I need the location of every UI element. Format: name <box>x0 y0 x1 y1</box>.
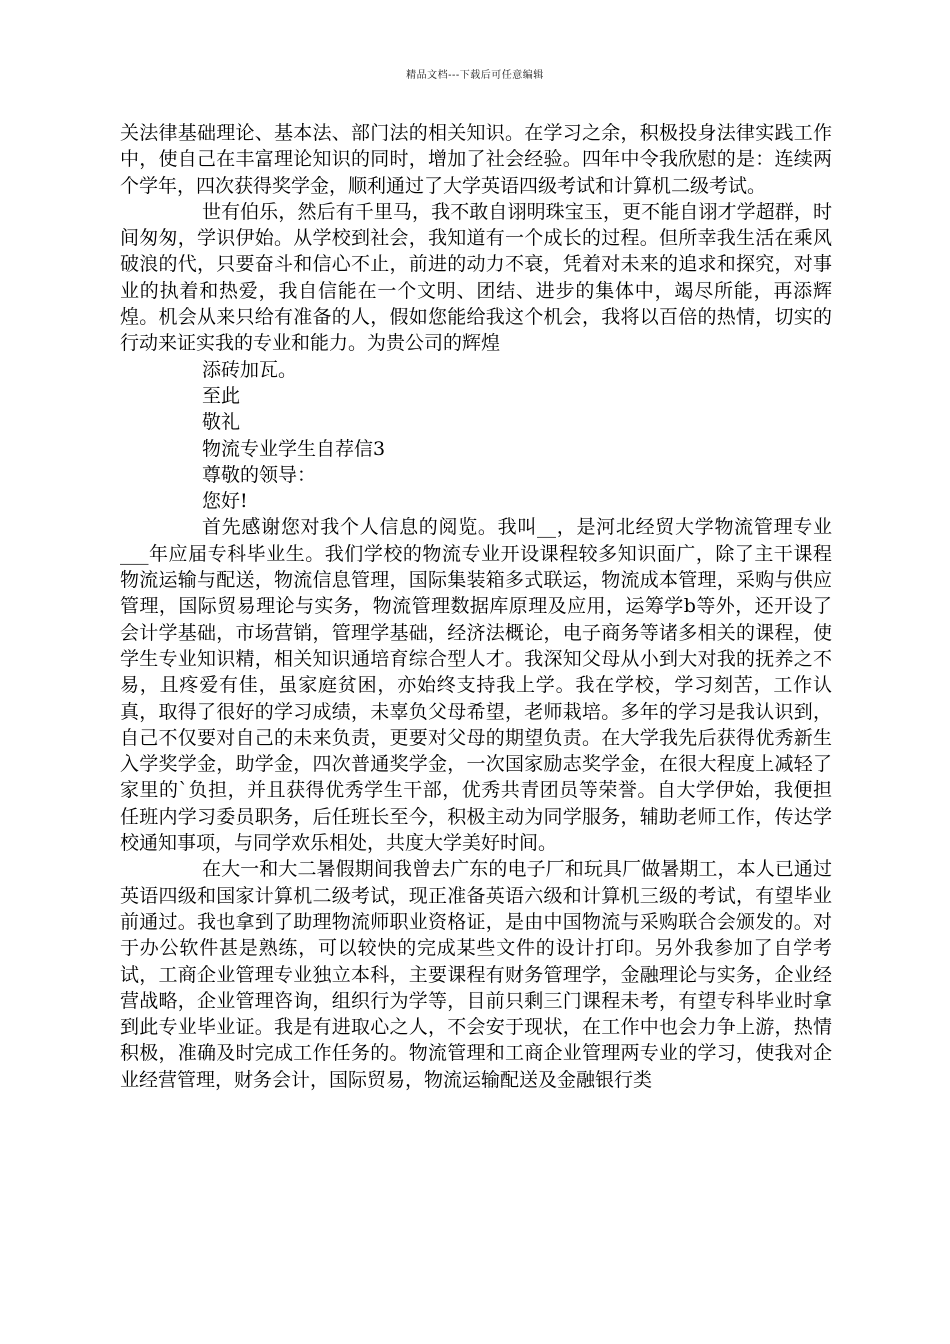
letter-title: 物流专业学生自荐信3 <box>202 437 386 460</box>
paragraph-add-bricks: 添砖加瓦。 <box>202 358 298 381</box>
letter-greeting: 尊敬的领导： <box>202 463 317 486</box>
closing-line: 至此 <box>202 384 241 407</box>
letter-hello: 您好! <box>202 490 248 513</box>
paragraph-law-studies: 关法律基础理论、基本法、部门法的相关知识。在学习之余，积极投身法律实践工作中，使自己在丰富理论知识的同时，增加了社会经验。四年中令我欣慰的是：连续两个学年，四次获得奖学金，顺利通过了大学英语四级考试和计算机二级考试。 <box>120 122 832 197</box>
document-body <box>120 120 832 1093</box>
paragraph-introduction: 首先感谢您对我个人信息的阅览。我叫__，是河北经贸大学物流管理专业___年应届专科毕业生。我们学校的物流专业开设课程较多知识面广，除了主干课程物流运输与配送，物流信息管理，国际集装箱多式联运，物流成本管理，采购与供应管理，国际贸易理论与实务，物流管理数据库原理及应用，运筹学b等外，还开设了会计学基础，市场营销，管理学基础，经济法概论，电子商务等诸多相关的课程，使学生专业知识精，相关知识通培育综合型人才。我深知父母从小到大对我的抚养之不易，且疼爱有佳，虽家庭贫困，亦始终支持我上学。我在学校，学习刻苦，工作认真，取得了很好的学习成绩，未辜负父母希望，老师栽培。多年的学习是我认识到，自己不仅要对自己的未来负责，更要对父母的期望负责。在大学我先后获得优秀新生入学奖学金，助学金，四次普通奖学金，一次国家励志奖学金，在很大程度上减轻了家里的`负担，并且获得优秀学生干部，优秀共青团员等荣誉。自大学伊始，我便担任班内学习委员职务，后任班长至今，积极主动为同学服务，辅助老师工作，传达学校通知事项，与同学欢乐相处，共度大学美好时间。 <box>120 516 832 855</box>
salutation-regards: 敬礼 <box>202 411 241 434</box>
paragraph-experience: 在大一和大二暑假期间我曾去广东的电子厂和玩具厂做暑期工，本人已通过英语四级和国家计算机二级考试，现正准备英语六级和计算机三级的考试，有望毕业前通过。我也拿到了助理物流师职业资格证，是由中国物流与采购联合会颁发的。对于办公软件甚是熟练，可以较快的完成某些文件的设计打印。另外我参加了自学考试，工商企业管理专业独立本科，主要课程有财务管理学，金融理论与实务，企业经营战略，企业管理咨询，组织行为学等，目前只剩三门课程未考，有望专科毕业时拿到此专业毕业证。我是有进取心之人，不会安于现状，在工作中也会力争上游，热情积极，准确及时完成工作任务的。物流管理和工商企业管理两专业的学习，使我对企业经营管理，财务会计，国际贸易，物流运输配送及金融银行类 <box>120 858 832 1091</box>
paragraph-bole-horse: 世有伯乐，然后有千里马，我不敢自诩明珠宝玉，更不能自诩才学超群，时间匆匆，学识伊始。从学校到社会，我知道有一个成长的过程。但所幸我生活在乘风破浪的代，只要奋斗和信心不止，前进的动力不衰，凭着对未来的追求和探究，对事业的执着和热爱，我自信能在一个文明、团结、进步的集体中，竭尽所能，再添辉煌。机会从来只给有准备的人，假如您能给我这个机会，我将以百倍的热情，切实的行动来证实我的专业和能力。为贵公司的辉煌 <box>120 200 832 355</box>
page-header: 精品文档---下载后可任意编辑 <box>406 70 544 81</box>
